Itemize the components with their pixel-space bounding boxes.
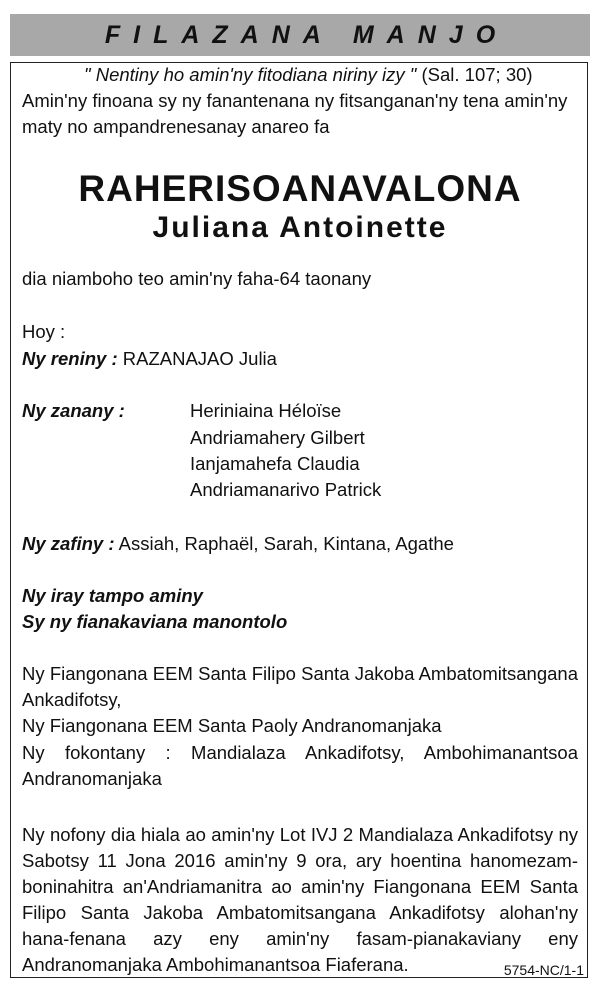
children-label: Ny zanany : bbox=[22, 400, 125, 421]
intro-line-1: Amin'ny finoana sy ny fanantenana ny fitsanganan'ny tena amin'ny bbox=[22, 90, 568, 111]
intro-line-2: maty no ampandrenesanay anareo fa bbox=[22, 116, 330, 137]
family-line: Sy ny fianakaviana manontolo bbox=[22, 611, 288, 632]
hoy-label: Hoy : bbox=[22, 321, 66, 342]
verse-reference: (Sal. 107; 30) bbox=[421, 64, 533, 85]
deceased-given-name: Juliana Antoinette bbox=[152, 211, 448, 244]
mother-line bbox=[22, 346, 277, 372]
verse-quote: " Nentiny ho amin'ny fitodiana niriny izy " bbox=[84, 64, 417, 85]
funeral-paragraph: Ny nofony dia hiala ao amin'ny Lot IVJ 2 Mandialaza Ankadifotsy ny Sabotsy 11 Jona 2016 amin'ny 9 ora, ary hoentina hanomezam-boninahitra an'Andriamanitra ao amin'ny Fiangonana EEM Santa Filipo Santa Jakoba Ambatomitsangana Ankadifotsy alohan'ny hana-fenana azy eny amin'ny fasam-pianakaviany eny Andranomanjaka Ambohimanantsoa Fiaferana. bbox=[22, 824, 578, 975]
grandchildren-names: Assiah, Raphaël, Sarah, Kintana, Agathe bbox=[118, 533, 454, 554]
child-name: Heriniaina Héloïse bbox=[190, 400, 342, 421]
grandchildren-line bbox=[22, 531, 454, 557]
child-name: Andriamanarivo Patrick bbox=[190, 479, 382, 500]
deceased-surname: RAHERISOANAVALONA bbox=[78, 168, 522, 209]
header-banner bbox=[10, 14, 590, 56]
child-name: Andriamahery Gilbert bbox=[190, 427, 365, 448]
church-2: Ny Fiangonana EEM Santa Paoly Andranomanjaka bbox=[22, 715, 442, 736]
child-name: Ianjamahefa Claudia bbox=[190, 453, 360, 474]
mother-name: RAZANAJAO Julia bbox=[122, 348, 277, 369]
siblings-line: Ny iray tampo aminy bbox=[22, 585, 203, 606]
reference-code: 5754-NC/1-1 bbox=[503, 962, 584, 978]
grandchildren-label: Ny zafiny : bbox=[22, 533, 115, 554]
mother-label: Ny reniny : bbox=[22, 348, 118, 369]
church-1: Ny Fiangonana EEM Santa Filipo Santa Jakoba Ambatomitsangana Ankadifotsy, bbox=[22, 663, 578, 710]
age-line: dia niamboho teo amin'ny faha-64 taonany bbox=[22, 268, 372, 289]
verse-line bbox=[84, 62, 533, 88]
fokontany: Ny fokontany : Mandialaza Ankadifotsy, Ambohimanantsoa Andranomanjaka bbox=[22, 742, 578, 789]
page-title: FILAZANA MANJO bbox=[104, 20, 509, 49]
